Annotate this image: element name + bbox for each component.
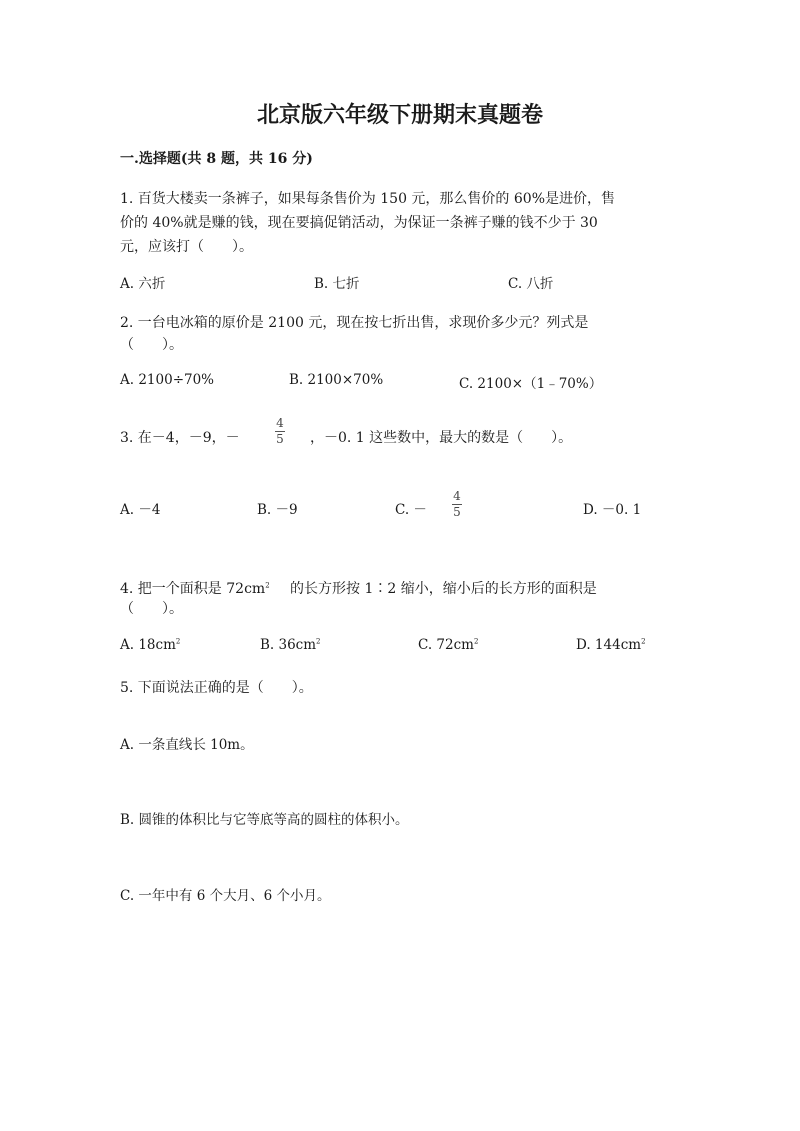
question-2-line-2: （ ）。 (120, 337, 183, 353)
unit-superscript: 2 (473, 637, 479, 646)
question-4-text-a: 4. 把一个面积是 72cm (120, 581, 266, 597)
question-4-text-b: 的长方形按 1∶2 缩小，缩小后的长方形的面积是 (290, 581, 597, 597)
question-4-option-a[interactable] (120, 637, 180, 653)
option-label: A. 18cm (120, 637, 176, 653)
question-1-option-b[interactable]: B. 七折 (314, 276, 360, 292)
question-1-line-3: 元，应该打（ ）。 (120, 239, 253, 255)
question-2-line-1: 2. 一台电冰箱的原价是 2100 元，现在按七折出售，求现价多少元？列式是 (120, 315, 589, 331)
question-4-option-c[interactable] (418, 637, 478, 653)
question-4-option-b[interactable] (260, 637, 321, 653)
question-3-text-after: ，－0. 1 这些数中，最大的数是（ ）。 (310, 430, 573, 446)
option-label: B. 36cm (260, 637, 317, 653)
unit-superscript: 2 (265, 581, 270, 590)
section-heading: 一.选择题(共 8 题，共 16 分) (120, 151, 313, 167)
question-1-option-a[interactable]: A. 六折 (120, 276, 166, 292)
fraction-denominator: 5 (453, 505, 461, 519)
fraction-denominator: 5 (276, 432, 284, 446)
question-2-option-c[interactable]: C. 2100×（1﹣70%） (459, 376, 603, 392)
question-4-option-d[interactable] (576, 637, 646, 653)
unit-superscript: 2 (641, 637, 646, 646)
question-3-text-before: 3. 在－4，－9，－ (120, 430, 240, 446)
option-label: C. 72cm (418, 637, 474, 653)
question-3-option-a[interactable]: A. －4 (120, 502, 161, 518)
question-5-option-c[interactable]: C. 一年中有 6 个大月、6 个小月。 (120, 888, 331, 904)
unit-superscript: 2 (316, 637, 321, 646)
question-3-option-c-fraction (452, 490, 462, 519)
question-4-line-1 (120, 578, 270, 598)
option-label: D. 144cm (576, 637, 642, 653)
question-5-line: 5. 下面说法正确的是（ ）。 (120, 680, 313, 696)
question-1-line-2: 价的 40%就是赚的钱，现在要搞促销活动，为保证一条裤子赚的钱不少于 30 (120, 215, 598, 231)
question-3-option-d[interactable]: D. －0. 1 (583, 502, 642, 518)
question-2-option-a[interactable]: A. 2100÷70% (120, 372, 215, 388)
question-1-line-1: 1. 百货大楼卖一条裤子，如果每条售价为 150 元，那么售价的 60%是进价，售 (120, 191, 615, 207)
unit-superscript: 2 (175, 637, 181, 646)
question-1-option-c[interactable]: C. 八折 (508, 276, 554, 292)
fraction-numerator: 4 (276, 416, 284, 430)
page-title: 北京版六年级下册期末真题卷 (256, 102, 543, 128)
question-3-fraction (275, 417, 285, 446)
question-2-option-b[interactable]: B. 2100×70% (289, 372, 384, 388)
fraction-numerator: 4 (453, 489, 461, 503)
question-5-option-a[interactable]: A. 一条直线长 10m。 (120, 737, 254, 753)
question-4-line-2: （ ）。 (120, 601, 183, 617)
question-3-option-c[interactable]: C. － (395, 502, 427, 518)
question-3-option-b[interactable]: B. －9 (257, 502, 298, 518)
question-5-option-b[interactable]: B. 圆锥的体积比与它等底等高的圆柱的体积小。 (120, 812, 409, 828)
